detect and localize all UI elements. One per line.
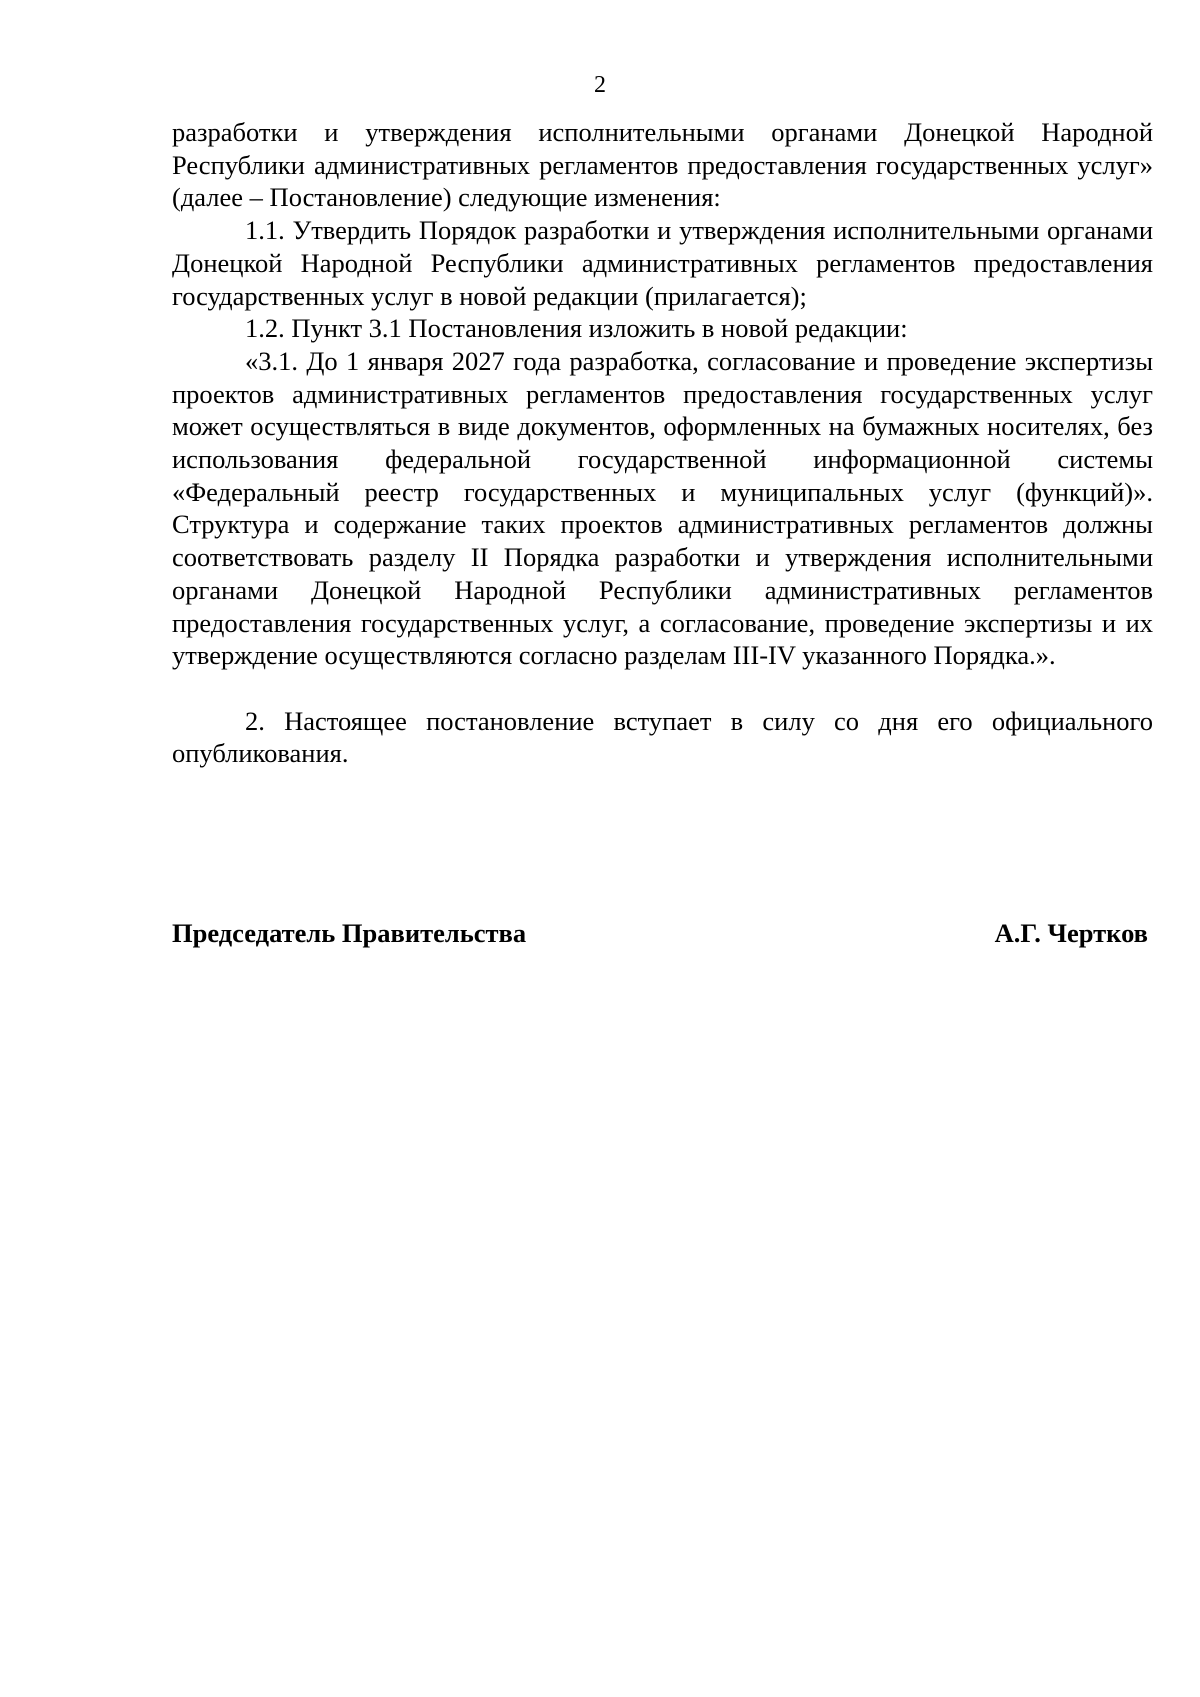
page-number: 2 [594,72,606,98]
signatory-position: Председатель Правительства [172,918,527,948]
signatory-name: А.Г. Чертков [994,918,1148,948]
paragraph-spacer [172,672,1153,705]
document-body [172,116,1153,770]
signature-block [172,917,1148,949]
paragraph-item-1-1: 1.1. Утвердить Порядок разработки и утверждения исполнительными органами Донецкой Народной Республики административных регламентов предоставления государственных услуг в новой редакции (прилагается); [172,215,1153,311]
paragraph-item-1-2: 1.2. Пункт 3.1 Постановления изложить в новой редакции: [245,313,908,344]
paragraph-quoted-3-1: «3.1. До 1 января 2027 года разработка, согласование и проведение экспертизы проектов административных регламентов предоставления государственных услуг может осуществляться в виде документов, оформленных на бумажных носителях, без использования федеральной государственной информационной системы «Федеральный реестр государственных и муниципальных услуг (функций)». Структура и содержание таких проектов административных регламентов должны соответствовать разделу II Порядка разработки и утверждения исполнительными органами Донецкой Народной Республики административных регламентов предоставления государственных услуг, а согласование, проведение экспертизы и их утверждение осуществляются согласно разделам III-IV указанного Порядка.». [172,345,1153,671]
paragraph-item-2: 2. Настоящее постановление вступает в силу со дня его официального опубликования. [172,705,1153,769]
paragraph-intro-continuation: разработки и утверждения исполнительными органами Донецкой Народной Республики административных регламентов предоставления государственных услуг» (далее – Постановление) следующие изменения: [172,117,1153,213]
